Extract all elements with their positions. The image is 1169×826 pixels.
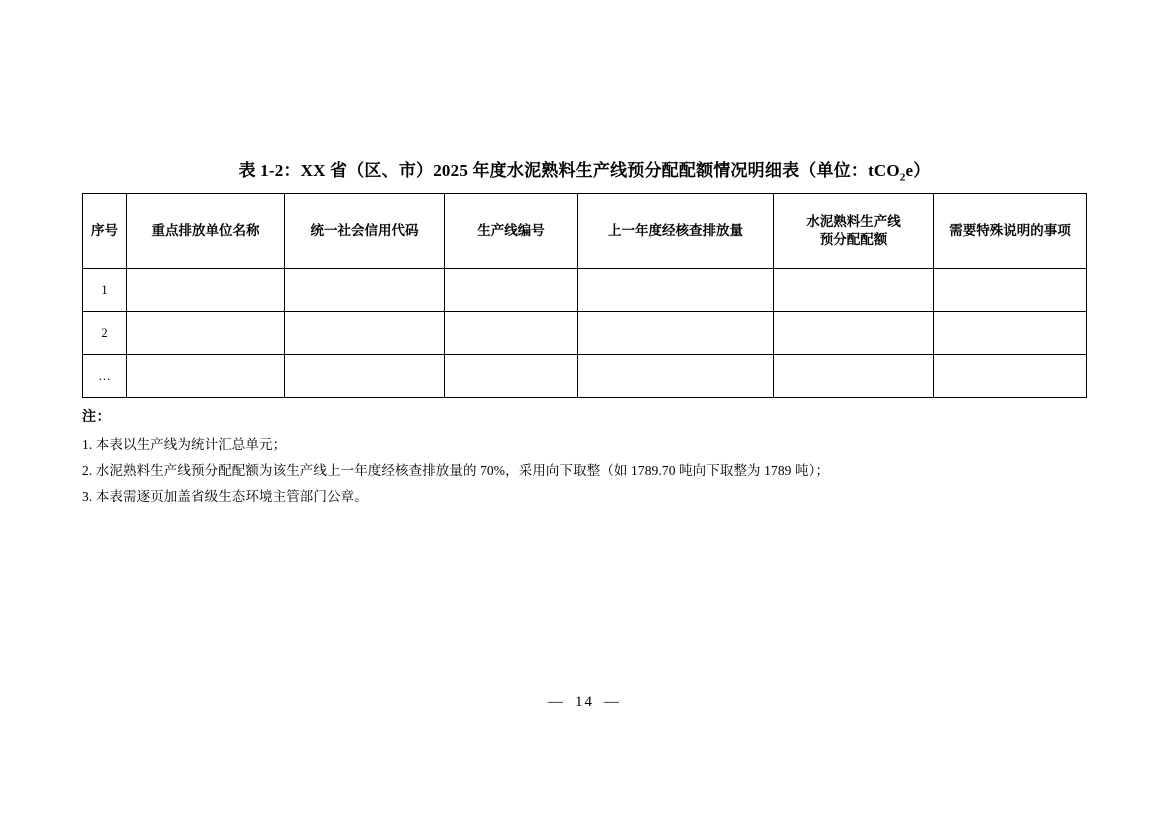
page-title-subscript: 2 bbox=[899, 171, 906, 184]
table-body bbox=[83, 269, 1087, 398]
notes-section bbox=[82, 406, 1102, 510]
note-item-3: 3. 本表需逐页加盖省级生态环境主管部门公章。 bbox=[82, 489, 368, 504]
column-header-entity-name: 重点排放单位名称 bbox=[127, 194, 285, 269]
cell-pre-allocated-quota[interactable] bbox=[774, 269, 934, 312]
cell-seq: 2 bbox=[83, 312, 127, 355]
cell-credit-code[interactable] bbox=[285, 269, 445, 312]
footer-page-number: 14 bbox=[575, 694, 594, 710]
cell-prev-year-emission[interactable] bbox=[578, 355, 774, 398]
column-header-credit-code: 统一社会信用代码 bbox=[285, 194, 445, 269]
note-item-2: 2. 水泥熟料生产线预分配配额为该生产线上一年度经核查排放量的 70%，采用向下取整（如 1789.70 吨向下取整为 1789 吨）； bbox=[82, 463, 830, 478]
table-header-row bbox=[83, 194, 1087, 269]
cell-credit-code[interactable] bbox=[285, 312, 445, 355]
cell-line-number[interactable] bbox=[445, 269, 578, 312]
cell-line-number[interactable] bbox=[445, 312, 578, 355]
column-header-prev-year-emission: 上一年度经核查排放量 bbox=[578, 194, 774, 269]
page-footer bbox=[0, 694, 1169, 711]
column-header-line-number: 生产线编号 bbox=[445, 194, 578, 269]
column-header-seq: 序号 bbox=[83, 194, 127, 269]
column-header-quota-line2: 预分配配额 bbox=[819, 232, 888, 247]
page-title bbox=[0, 156, 1169, 183]
column-header-special-notes: 需要特殊说明的事项 bbox=[934, 194, 1087, 269]
cell-special-notes[interactable] bbox=[934, 269, 1087, 312]
footer-dash-left: — bbox=[548, 694, 565, 710]
column-header-pre-allocated-quota bbox=[774, 194, 934, 269]
table-row bbox=[83, 355, 1087, 398]
table-row bbox=[83, 269, 1087, 312]
cell-entity-name[interactable] bbox=[127, 269, 285, 312]
allocation-table-wrapper bbox=[82, 193, 1086, 398]
table-row bbox=[83, 312, 1087, 355]
cell-seq: 1 bbox=[83, 269, 127, 312]
page-title-prefix: 表 1-2：XX 省（区、市）2025 年度水泥熟料生产线预分配配额情况明细表（单位：tCO bbox=[238, 161, 900, 180]
notes-heading: 注： bbox=[82, 410, 111, 425]
cell-pre-allocated-quota[interactable] bbox=[774, 355, 934, 398]
footer-dash-right: — bbox=[604, 694, 621, 710]
cell-pre-allocated-quota[interactable] bbox=[774, 312, 934, 355]
note-item-1: 1. 本表以生产线为统计汇总单元； bbox=[82, 437, 287, 452]
cell-entity-name[interactable] bbox=[127, 312, 285, 355]
cell-prev-year-emission[interactable] bbox=[578, 269, 774, 312]
page-title-suffix: e） bbox=[905, 161, 931, 180]
column-header-quota-line1: 水泥熟料生产线 bbox=[806, 213, 901, 229]
cell-credit-code[interactable] bbox=[285, 355, 445, 398]
cell-special-notes[interactable] bbox=[934, 355, 1087, 398]
allocation-table bbox=[82, 193, 1087, 398]
cell-entity-name[interactable] bbox=[127, 355, 285, 398]
cell-prev-year-emission[interactable] bbox=[578, 312, 774, 355]
cell-special-notes[interactable] bbox=[934, 312, 1087, 355]
table-header bbox=[83, 194, 1087, 269]
cell-line-number[interactable] bbox=[445, 355, 578, 398]
cell-seq: … bbox=[83, 355, 127, 398]
